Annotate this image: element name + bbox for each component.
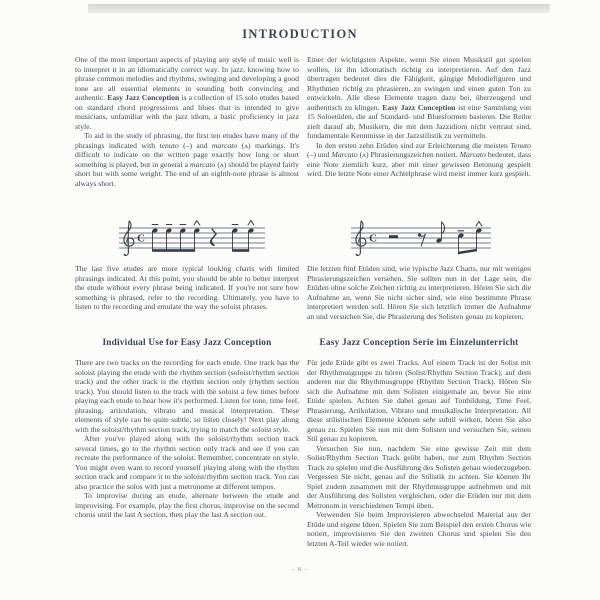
text-run: (–) und (307, 150, 332, 159)
eighth-rest (418, 233, 425, 246)
flagged-eighth-note (436, 222, 445, 243)
text-run: Marcato (459, 150, 486, 159)
music-staff-german (339, 208, 499, 264)
two-column-layout (75, 55, 531, 548)
paragraph (307, 264, 531, 321)
time-signature: C (137, 232, 145, 244)
music-example-german (307, 207, 531, 264)
text-run: tenuto (159, 140, 179, 150)
german-after-music-text (307, 264, 531, 334)
text-run: After you've played along with the soloist/rhythm section track several times, go to the rhythm section only track and see if you can recreate the performance of the soloist. Remember, concentrate on style. You might even want to record yourself playing along with the rhythm section track and compare it to the soloist/rhythm section track. You can also practice the solos with just a metronome at different tempos. (75, 434, 299, 491)
text-run: Einer der wichtigsten Aspekte, wenn Sie einen Musikstil gut spielen wollen, ist ihn idiomatisch richtig zu interpretieren. Auf den Jazz übertragen bedeutet dies die Fähigkeit, gängige Melodiefiguren und Rhythmen richtig zu phrasieren, zu swingen und einen guten Ton zu entwickeln. Alle diese Elemente tragen dazu bei, überzeugend und authentisch zu klingen. (307, 55, 531, 112)
text-run: marcato (211, 140, 238, 150)
paragraph (307, 141, 531, 179)
paragraph (307, 510, 531, 548)
paragraph (75, 55, 299, 131)
text-run: (ʌ) should be played fairly short but with some weight. The end of an eighth-note phrase is almost always short. (75, 159, 299, 188)
marcato-mark (476, 221, 482, 226)
text-run: One of the most important aspects of playing any style of music well is to interpret it in an idiomatically correct way. In jazz, knowing how to phrase common melodies and rhythms, swinging and developing a good tone are all essential elements in sounding both convincing and authentic. (75, 55, 299, 102)
marcato-mark (248, 220, 254, 225)
text-run: (ʌ) markings. It's difficult to indicate on the written page exactly how long or short something is played, but in general a (75, 140, 299, 169)
text-run: is a collection of 15 solo etudes based on standard chord progressions and blues that is intended to give musicians, unfamiliar with the jazz idiom, a basic proficiency in jazz style. (75, 93, 299, 131)
music-example-english (75, 207, 299, 264)
page-title: INTRODUCTION (242, 27, 358, 41)
text-run: Easy Jazz Conception (107, 93, 180, 102)
text-run: Die letzten fünf Etüden sind, wie typische Jazz Charts, nur mit wenigen Phrasierungszeichen versehen. Sie sollten nun in der Lage sein, die Etüden ohne solche Zeichen richtig zu interpretieren. Hören Sie sich die Aufnahme an, wenn Sie nicht sicher sind, wie eine bestimmte Phrase interpretiert werden soll. Hören Sie sich letztlich immer die Aufnahme an und versuchen Sie, die Phrasierung des Solisten genau zu kopieren. (307, 264, 531, 321)
text-run: The last five etudes are more typical looking charts with limited phrasings indicated. At this point, you should be able to better interpret the etude without every phrase being indicated. If you're not sure how something is phrased, refer to the recording. Ultimately, you have to listen to the recording and emulate the way the soloist phrases. (75, 264, 299, 311)
english-intro-text (75, 55, 299, 207)
german-intro-text (307, 55, 531, 207)
text-run: Verwenden Sie beim Improvisieren abwechselnd Material aus der Etüde und eigene Ideen. Spielen Sie zum Beispiel den ersten Chorus wie notiert, improvisieren Sie den zweiten Chorus und spielen Sie den letzten A-Teil wieder wie notiert. (307, 510, 531, 548)
german-section-heading: Easy Jazz Conception Serie im Einzelunterricht (319, 338, 519, 348)
text-run: In den ersten zehn Etüden sind zur Erleichterung die meisten (316, 140, 511, 150)
half-rest (389, 235, 398, 238)
text-run: (ʌ) Phrasierungszeichen notiert. (357, 150, 460, 159)
text-run: Für jede Etüde gibt es zwei Tracks. Auf einem Track ist der Solist mit der Rhythmusgruppe zu hören (Solist/Rhythm Section Track), auf dem anderen nur die Rhythmusgruppe (Rhythm Section Track). Hören Sie sich die Aufnahme mit dem Solisten einigemale an, bevor Sie eine Etüde spielen. Achten Sie dabei genau auf Tonbildung, Time Feel, Phrasierung, Artikulation, Vibrato und musikalische Interpretation. All diese stilistischen Elemente können sehr subtil wirken, hören Sie also genau zu. Spielen Sie nun mit dem Solisten und versuchen Sie, seinen Stil genau zu kopieren. (307, 358, 531, 443)
paragraph (75, 434, 299, 491)
english-section-text (75, 358, 299, 548)
text-run: To aid in the study of phrasing, the first ten etudes have many of the phrasings indicated with (75, 131, 299, 150)
treble-clef-icon (124, 221, 134, 256)
text-run: Marcato (331, 150, 358, 159)
text-run: marcato (190, 159, 216, 169)
beamed-eighth-notes-group-2 (232, 220, 254, 251)
paragraph (75, 264, 299, 312)
german-section-text (307, 358, 531, 548)
paragraph (307, 444, 531, 511)
treble-clef-icon (356, 221, 366, 256)
english-section-heading: Individual Use for Easy Jazz Conception (102, 338, 272, 348)
marcato-mark (194, 220, 200, 225)
time-signature: C (369, 232, 377, 244)
page-number: - 6 - (292, 566, 308, 573)
text-run: bedeutet, dass eine Note ziemlich kurz, aber mit einer gewissen Betonung gespielt wird. Die letzte Note einer Achtelphrase wird meist immer kurz gespielt. (307, 150, 531, 178)
text-run: To improvise during an etude, alternate between the etude and improvising. For example, play the first chorus, improvise on the second chorus until the last A section, then play the last A section out. (75, 491, 299, 519)
text-run: ist eine Sammlung von 15 Soloetüden, die auf Standard- und Bluesformen basieren. Die Reihe zielt darauf ab, Musikern, die mit dem Jazzidiom nicht vertraut sind, fundamentale Kenntnisse in der Jazzstilistik zu vermitteln. (307, 102, 531, 140)
music-staff-english (107, 208, 267, 264)
text-run: Easy Jazz Conception (382, 102, 456, 112)
text-run: There are two tracks on the recording for each etude. One track has the soloist playing the etude with the rhythm section (soloist/rhythm section track) and the other track is the rhythm section only (rhythm section track). You should listen to the track with the soloist a few times before playing each etude to hear how it's performed. Listen for tone, time feel, phrasing, articulation, vibrato and musical interpretation. These elements of style can be quite subtle, so listen closely! Next play along with the soloist/rhythm section track, trying to match the soloist style. (75, 358, 299, 434)
text-run: Versuchen Sie nun, nachdem Sie eine gewisse Zeit mit dem Solist/Rhythm Section Track geübt haben, nur zum Rhythm Section Track zu spielen und die Ausführung des Solisten genau wiederzugeben. Vergessen Sie nicht, genau auf die Stilistik zu achten. Sie können Ihr Spiel zudem zusammen mit der Rhythmusgruppe aufnehmen und mit der Ausführung des Solisten vergleichen, oder die Etüden nur mit dem Metronom in verschiedenen Tempi üben. (307, 443, 531, 510)
paragraph (307, 55, 531, 141)
paragraph (307, 358, 531, 444)
beamed-eighth-notes-group-1 (152, 220, 200, 251)
page-top-edge-shadow (88, 4, 550, 13)
paragraph (75, 491, 299, 520)
english-after-music-text (75, 264, 299, 334)
text-run: (–) and (178, 140, 212, 150)
paragraph (75, 358, 299, 434)
paragraph (75, 131, 299, 188)
text-run: Tenuto (510, 140, 531, 150)
